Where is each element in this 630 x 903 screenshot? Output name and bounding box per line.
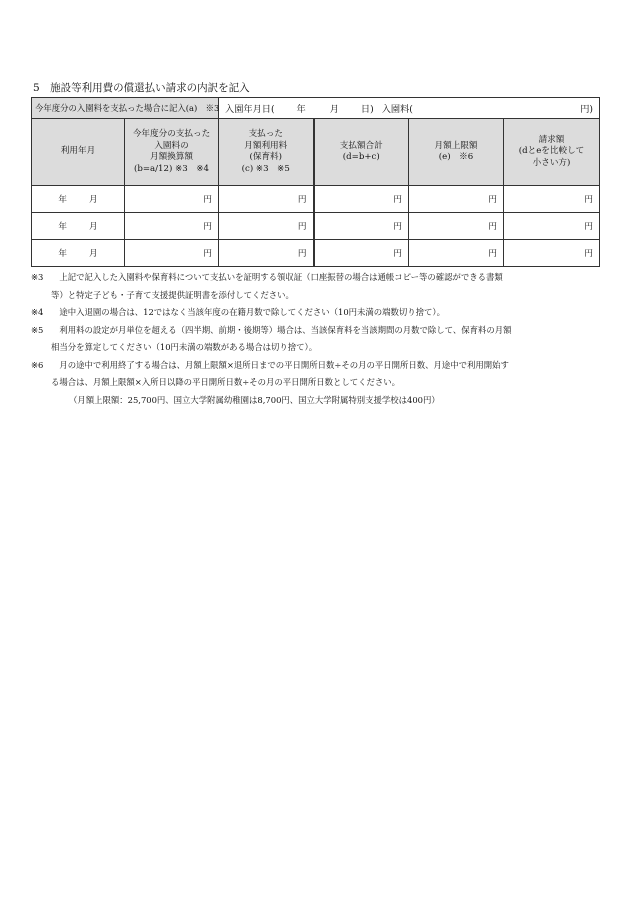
admission-day-unit: 日)	[360, 104, 374, 115]
reimbursement-breakdown-table	[31, 97, 600, 267]
monthly-limit-cell[interactable]: 円	[409, 213, 504, 240]
total-paid-cell[interactable]: 円	[314, 186, 409, 213]
usage-month-cell[interactable]: 年 月	[32, 240, 125, 267]
note-6	[31, 357, 601, 392]
usage-month-cell[interactable]: 年 月	[32, 213, 125, 240]
total-paid-cell[interactable]: 円	[314, 213, 409, 240]
note-4	[31, 304, 601, 322]
admission-fee-label: 今年度分の入園料を支払った場合に記入(a) ※3	[32, 98, 219, 119]
table-row	[32, 240, 600, 267]
header-row	[32, 119, 600, 186]
header-monthly-childcare-fee: 支払った 月額利用料 (保育料) (c) ※3 ※5	[219, 119, 314, 186]
monthly-childcare-fee-cell[interactable]: 円	[219, 240, 314, 267]
note-mark: ※6	[31, 359, 44, 370]
note-line: 月の途中で利用終了する場合は、月額上限額×退所日までの平日開所日数÷その月の平日開所日数、月途中で利用開始す	[51, 359, 509, 370]
admission-month-unit: 月	[329, 104, 339, 115]
note-mark: ※5	[31, 324, 44, 335]
header-claim-amount: 請求額 (dとeを比較して 小さい方)	[504, 119, 600, 186]
admission-date-label: 入園年月日(	[225, 104, 275, 115]
admission-fee-row	[32, 98, 600, 119]
monthly-childcare-fee-cell[interactable]: 円	[219, 186, 314, 213]
claim-amount-cell[interactable]: 円	[504, 213, 600, 240]
monthly-limit-cell[interactable]: 円	[409, 186, 504, 213]
monthly-limit-cell[interactable]: 円	[409, 240, 504, 267]
note-line: 利用料の設定が月単位を超える（四半期、前期・後期等）場合は、当該保育料を当該期間の月数で除して、保育料の月額	[51, 324, 512, 335]
monthly-childcare-fee-cell[interactable]: 円	[219, 213, 314, 240]
admission-fee-entry[interactable]	[219, 98, 600, 119]
admission-fee-field-label: 入園料(	[381, 104, 413, 115]
note-line: 相当分を算定してください（10円未満の端数がある場合は切り捨て）。	[51, 342, 318, 352]
note-line: 上記で記入した入園料や保育料について支払いを証明する領収証（口座振替の場合は通帳コピー等の確認ができる書類	[51, 272, 503, 282]
total-paid-cell[interactable]: 円	[314, 240, 409, 267]
header-monthly-admission-fee: 今年度分の支払った 入園料の 月額換算額 (b=a/12) ※3 ※4	[125, 119, 219, 186]
header-total-paid: 支払額合計 (d=b+c)	[314, 119, 409, 186]
note-line: る場合は、月額上限額×入所日以降の平日開所日数÷その月の平日開所日数としてください。	[51, 377, 401, 387]
monthly-admission-fee-cell[interactable]: 円	[125, 186, 219, 213]
claim-amount-cell[interactable]: 円	[504, 240, 600, 267]
note-line: 等）と特定子ども・子育て支援提供証明書を添付してください。	[51, 289, 294, 300]
note-3	[31, 269, 601, 304]
monthly-admission-fee-cell[interactable]: 円	[125, 213, 219, 240]
note-mark: ※4	[31, 307, 44, 317]
usage-month-cell[interactable]: 年 月	[32, 186, 125, 213]
monthly-admission-fee-cell[interactable]: 円	[125, 240, 219, 267]
claim-amount-cell[interactable]: 円	[504, 186, 600, 213]
note-mark: ※3	[31, 272, 44, 282]
monthly-limit-note: （月額上限額：25,700円、国立大学附属幼稚園は8,700円、国立大学附属特別支援学校は400円）	[69, 394, 440, 405]
header-usage-month: 利用年月	[32, 119, 125, 186]
note-line: 途中入退園の場合は、12ではなく当該年度の在籍月数で除してください（10円未満の端数切り捨て）。	[51, 307, 445, 317]
admission-year-unit: 年	[296, 104, 306, 115]
header-monthly-limit: 月額上限額 (e) ※6	[409, 119, 504, 186]
notes	[31, 269, 601, 409]
section-title: 5 施設等利用費の償還払い請求の内訳を記入	[33, 82, 250, 94]
table-row	[32, 213, 600, 240]
admission-fee-yen-unit: 円)	[580, 104, 594, 115]
table-row	[32, 186, 600, 213]
note-5	[31, 322, 601, 357]
